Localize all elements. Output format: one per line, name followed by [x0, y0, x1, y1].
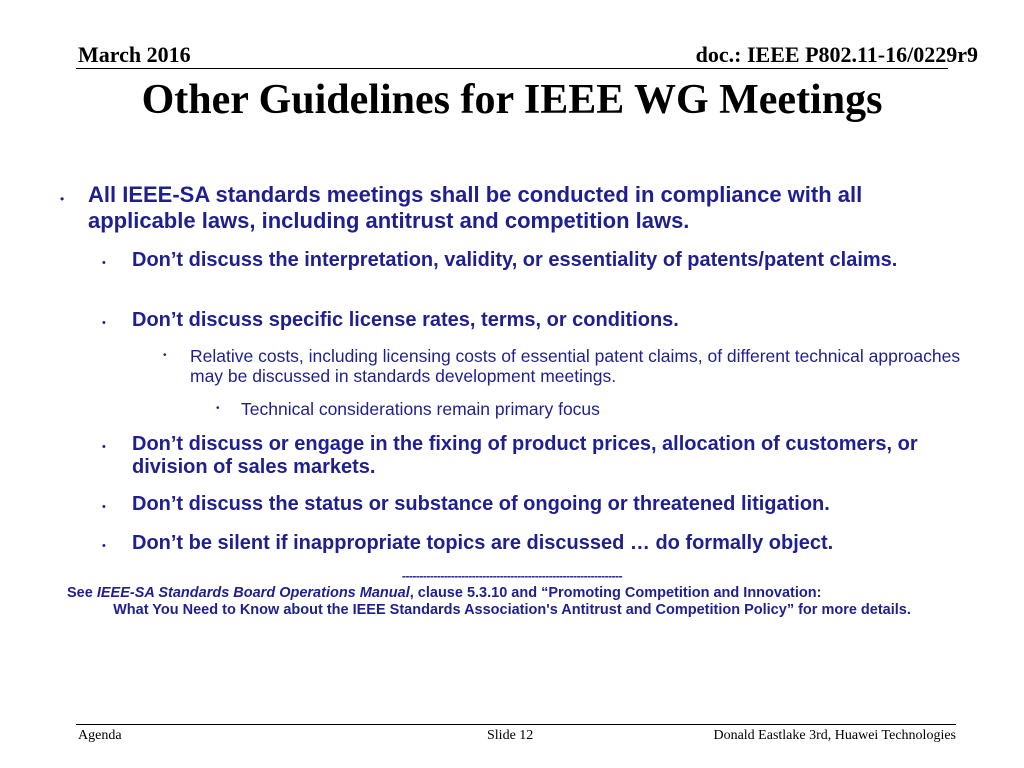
- bullet-icon: •: [60, 192, 65, 206]
- bullet-icon: •: [102, 257, 106, 269]
- see-prefix: See: [67, 585, 97, 601]
- sub-bullet-license-rates: Don’t discuss specific license rates, terms, or conditions.: [132, 309, 679, 331]
- bullet-icon: •: [102, 441, 106, 453]
- see-note: [64, 585, 960, 619]
- sub-bullet-patents: Don’t discuss the interpretation, validity, or essentiality of patents/patent claims.: [132, 249, 898, 271]
- sub-bullet-object: Don’t be silent if inappropriate topics are discussed … do formally object.: [132, 532, 834, 554]
- sub-bullet-relative-costs: Relative costs, including licensing costs of essential patent claims, of different technical approaches may be discussed in standards development meetings.: [190, 346, 961, 386]
- header-divider: [76, 68, 948, 69]
- main-bullet-text: All IEEE-SA standards meetings shall be conducted in compliance with all applicable laws, including antitrust and competition laws.: [88, 182, 863, 233]
- see-rest-line1: , clause 5.3.10 and “Promoting Competition and Innovation:: [409, 585, 822, 601]
- bullet-icon: •: [216, 403, 220, 414]
- footer-divider: [76, 724, 956, 725]
- see-manual-title: IEEE-SA Standards Board Operations Manual: [96, 585, 410, 601]
- slide-title: Other Guidelines for IEEE WG Meetings: [141, 77, 883, 123]
- separator-line: ---------------------------------------------------------------: [401, 569, 623, 583]
- header-doc-id: doc.: IEEE P802.11-16/0229r9: [695, 42, 978, 67]
- sub-bullet-prices: Don’t discuss or engage in the fixing of product prices, allocation of customers, or division of sales markets.: [132, 433, 918, 478]
- sub-bullet-technical-considerations: Technical considerations remain primary focus: [241, 399, 600, 419]
- footer-author: Donald Eastlake 3rd, Huawei Technologies: [713, 728, 956, 743]
- see-note-line2: What You Need to Know about the IEEE Standards Association's Antitrust and Competition Policy” for more details.: [113, 602, 911, 618]
- bullet-icon: •: [102, 501, 106, 513]
- bullet-icon: •: [163, 350, 167, 361]
- sub-bullet-litigation: Don’t discuss the status or substance of ongoing or threatened litigation.: [132, 493, 830, 515]
- footer-left: Agenda: [78, 728, 122, 743]
- header-date: March 2016: [78, 42, 191, 67]
- see-note-line1: [64, 585, 960, 602]
- bullet-icon: •: [102, 317, 106, 329]
- bullet-icon: •: [102, 540, 106, 552]
- footer-slide-number: Slide 12: [487, 728, 534, 743]
